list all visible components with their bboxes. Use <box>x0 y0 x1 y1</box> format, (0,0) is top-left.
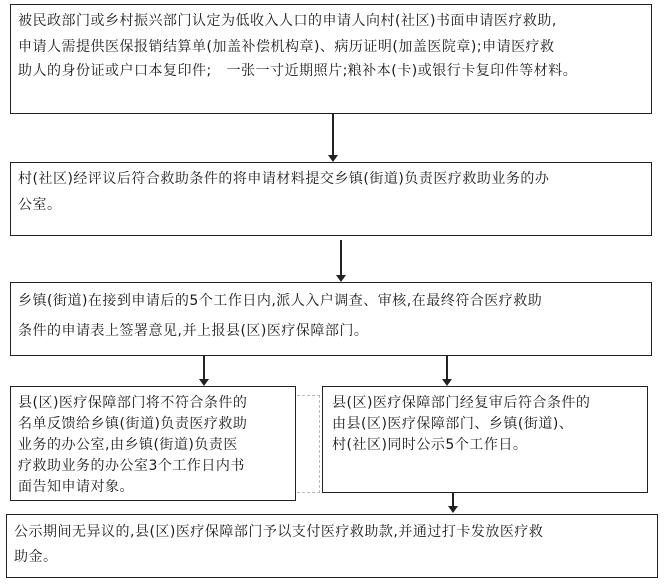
step-4a-line-4: 疗救助业务的办公室3个工作日内书 <box>18 458 245 474</box>
arrow-4b-to-5 <box>452 493 454 507</box>
step-5-line-1: 公示期间无异议的,县(区)医疗保障部门予以支付医疗救助款,并通过打卡发放医疗救 <box>14 524 544 540</box>
step-3-line-2: 条件的申请表上签署意见,并上报县(区)医疗保障部门。 <box>18 323 369 339</box>
arrow-3-to-4a <box>203 356 205 380</box>
step-4a-line-1: 县(区)医疗保障部门将不符合条件的 <box>18 395 248 411</box>
step-2-line-2: 公室。 <box>18 197 62 213</box>
step-4b-line-1: 县(区)医疗保障部门经复审后符合条件的 <box>332 395 591 411</box>
step-4b-line-2: 由县(区)医疗保障部门、乡镇(街道)、 <box>332 416 574 432</box>
step-4a-line-5: 面告知申请对象。 <box>18 479 134 495</box>
arrow-3-to-4b <box>446 356 448 380</box>
step-5-line-2: 助金。 <box>14 549 58 565</box>
step-4b-line-3: 村(社区)同时公示5个工作日。 <box>332 437 528 453</box>
arrow-2-to-3 <box>340 240 342 276</box>
step-3-line-1: 乡镇(街道)在接到申请后的5个工作日内,派人入户调查、审核,在最终符合医疗救助 <box>18 293 543 309</box>
step-1-line-2: 申请人需提供医保报销结算单(加盖补偿机构章)、病历证明(加盖医院章);申请医疗救 <box>18 39 555 55</box>
step-4a-line-3: 业务的办公室,由乡镇(街道)负责医 <box>18 437 238 453</box>
arrow-1-to-2 <box>332 114 334 156</box>
step-4a-line-2: 名单反馈给乡镇(街道)负责医疗救助 <box>18 416 248 432</box>
step-1-line-1: 被民政部门或乡村振兴部门认定为低收入人口的申请人向村(社区)书面申请医疗救助, <box>18 13 557 29</box>
step-1-line-3: 助人的身份证或户口本复印件; 一张一寸近期照片;粮补本(卡)或银行卡复印件等材料。 <box>18 63 578 79</box>
step-2-line-1: 村(社区)经评议后符合救助条件的将申请材料提交乡镇(街道)负责医疗救助业务的办 <box>18 171 550 187</box>
